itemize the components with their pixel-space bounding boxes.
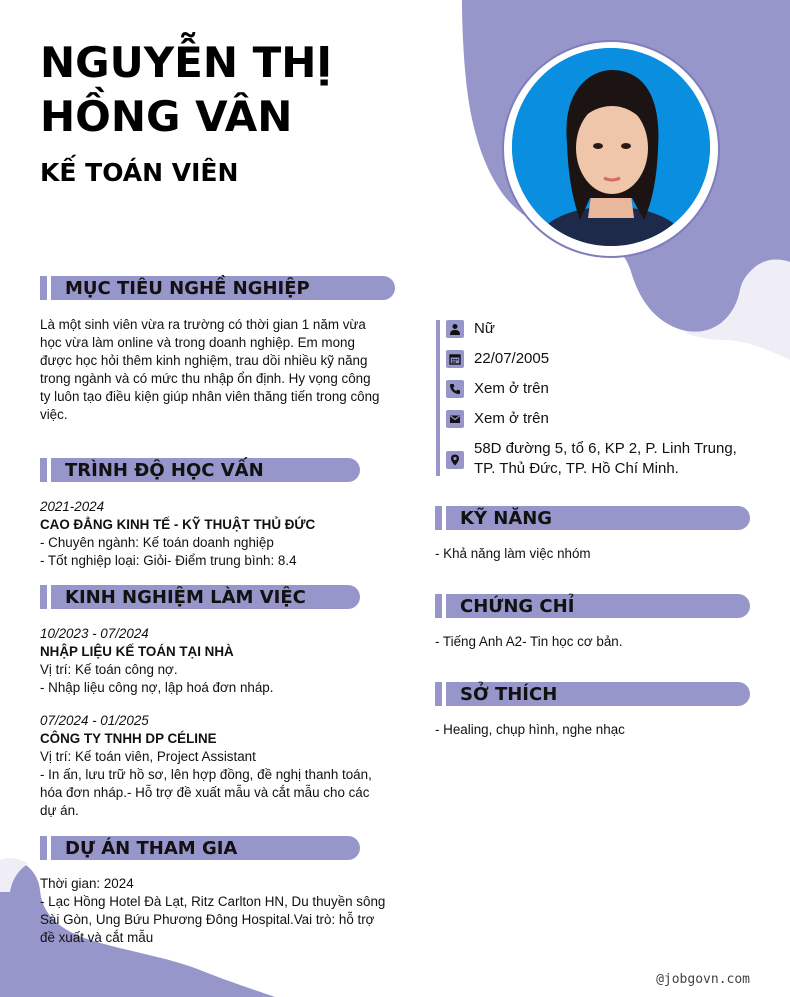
job-line: dự án. — [40, 803, 79, 818]
education-detail: - Tốt nghiệp loại: Giỏi- Điểm trung bình: 8.4 — [40, 553, 297, 568]
gender-value: Nữ — [474, 320, 495, 337]
education-block — [40, 498, 400, 570]
objective-line: học vừa làm online và trong doanh nghiệp. Em mong — [40, 335, 355, 350]
birthday-value: 22/07/2005 — [474, 350, 550, 367]
mail-icon — [446, 410, 464, 428]
address-value — [474, 439, 737, 479]
section-title-objective: MỤC TIÊU NGHỀ NGHIỆP — [65, 277, 310, 299]
portrait-illustration — [512, 48, 710, 246]
name-line-2: HỒNG VÂN — [40, 92, 293, 141]
contact-email — [446, 409, 549, 429]
person-icon — [446, 320, 464, 338]
location-pin-icon — [446, 451, 464, 469]
certificates-text: - Tiếng Anh A2- Tin học cơ bản. — [435, 634, 623, 649]
education-school: CAO ĐẲNG KINH TẾ - KỸ THUẬT THỦ ĐỨC — [40, 517, 316, 532]
objective-line: việc. — [40, 407, 68, 422]
job-title: KẾ TOÁN VIÊN — [40, 158, 239, 187]
phone-icon — [446, 380, 464, 398]
objective-line: trong ngành và có mức thu nhập ổn định. Hy vọng công — [40, 371, 371, 386]
job-line: Vị trí: Kế toán viên, Project Assistant — [40, 749, 256, 764]
section-header-skills — [435, 506, 750, 530]
job-company: NHẬP LIỆU KẾ TOÁN TẠI NHÀ — [40, 644, 234, 659]
contact-phone — [446, 379, 549, 399]
skills-text: - Khả năng làm việc nhóm — [435, 546, 591, 561]
objective-line: Là một sinh viên vừa ra trường có thời gian 1 năm vừa — [40, 317, 366, 332]
education-detail: - Chuyên ngành: Kế toán doanh nghiệp — [40, 535, 274, 550]
contact-birthday — [446, 349, 549, 369]
section-title-hobbies: SỞ THÍCH — [460, 683, 558, 705]
education-period: 2021-2024 — [40, 499, 105, 514]
watermark: @jobgovn.com — [656, 972, 750, 987]
candidate-name — [40, 36, 332, 144]
experience-job-1 — [40, 625, 396, 697]
section-header-experience — [40, 585, 360, 609]
objective-text — [40, 316, 400, 424]
section-header-hobbies — [435, 682, 750, 706]
email-value: Xem ở trên — [474, 410, 549, 427]
section-title-certificates: CHỨNG CHỈ — [460, 595, 575, 617]
project-line: - Lạc Hồng Hotel Đà Lạt, Ritz Carlton HN, Du thuyền sông — [40, 894, 386, 909]
hobbies-text: - Healing, chụp hình, nghe nhạc — [435, 722, 625, 737]
project-line: Sài Gòn, Ung Bứu Phương Đông Hospital.Vai trò: hỗ trợ — [40, 912, 375, 927]
phone-value: Xem ở trên — [474, 380, 549, 397]
section-header-projects — [40, 836, 360, 860]
calendar-icon — [446, 350, 464, 368]
project-line: Thời gian: 2024 — [40, 876, 134, 891]
job-line: - In ấn, lưu trữ hồ sơ, lên hợp đồng, đề nghị thanh toán, — [40, 767, 372, 782]
job-line: Vị trí: Kế toán công nợ. — [40, 662, 178, 677]
section-title-skills: KỸ NĂNG — [460, 507, 553, 529]
section-header-education — [40, 458, 360, 482]
section-title-education: TRÌNH ĐỘ HỌC VẤN — [65, 459, 264, 481]
section-title-projects: DỰ ÁN THAM GIA — [65, 837, 238, 859]
project-line: đề xuất và cắt mẫu — [40, 930, 154, 945]
address-line-2: TP. Thủ Đức, TP. Hồ Chí Minh. — [474, 460, 679, 477]
section-title-experience: KINH NGHIỆM LÀM VIỆC — [65, 586, 306, 608]
job-line: hóa đơn nháp.- Hỗ trợ đề xuất mẫu và cắt mẫu cho các — [40, 785, 370, 800]
address-line-1: 58D đường 5, tổ 6, KP 2, P. Linh Trung, — [474, 440, 737, 457]
job-period: 10/2023 - 07/2024 — [40, 626, 149, 641]
profile-photo — [512, 48, 710, 246]
section-header-certificates — [435, 594, 750, 618]
job-period: 07/2024 - 01/2025 — [40, 713, 149, 728]
objective-line: ty luôn tạo điều kiện giúp nhân viên thăng tiến trong công — [40, 389, 380, 404]
job-company: CÔNG TY TNHH DP CÉLINE — [40, 731, 217, 746]
objective-line: được học hỏi thêm kinh nghiệm, trau dồi nhiều kỹ năng — [40, 353, 368, 368]
contact-address — [446, 439, 737, 479]
projects-text — [40, 875, 396, 947]
section-header-objective — [40, 276, 395, 300]
job-line: - Nhập liệu công nợ, lập hoá đơn nháp. — [40, 680, 274, 695]
experience-job-2 — [40, 712, 396, 820]
contact-gender — [446, 319, 495, 339]
contact-divider — [436, 320, 440, 476]
name-line-1: NGUYỄN THỊ — [40, 38, 333, 87]
